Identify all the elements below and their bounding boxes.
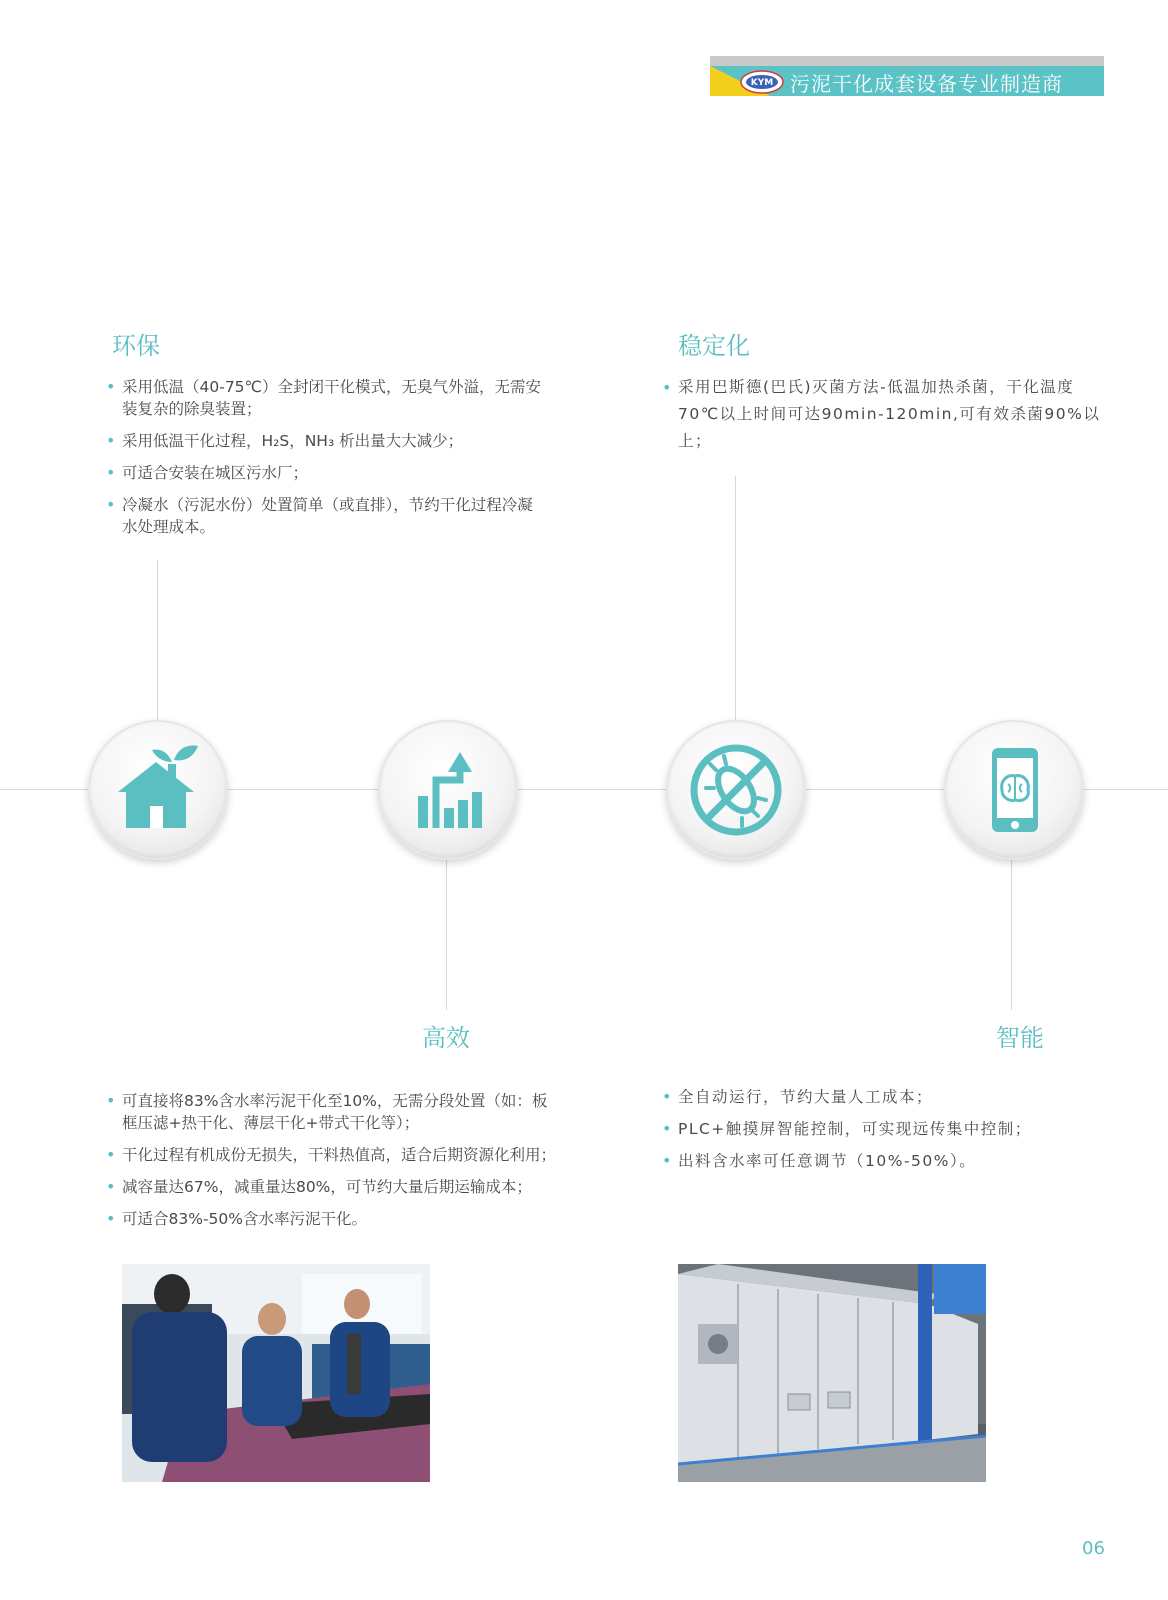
page-number: 06 (1082, 1538, 1105, 1559)
smart-bullet-3: • 出料含水率可任意调节（10%-50%）。 (662, 1150, 1112, 1172)
section-title-efficient: 高效 (422, 1024, 470, 1052)
section-title-stable: 稳定化 (678, 332, 750, 360)
efficient-bullet-4: • 可适合83%-50%含水率污泥干化。 (106, 1208, 556, 1230)
stable-icon-circle (666, 720, 806, 860)
header-banner (710, 56, 1104, 96)
section-title-smart: 智能 (996, 1024, 1044, 1052)
smart-bullet-2: • PLC+触摸屏智能控制，可实现远传集中控制； (662, 1118, 1112, 1140)
company-logo-icon (740, 70, 784, 94)
env-bullet-list (106, 376, 546, 548)
stable-bullet-1: • 采用巴斯德(巴氏)灭菌方法-低温加热杀菌，干化温度70℃以上时间可达90min-120min,可有效杀菌90%以上； (662, 374, 1102, 455)
connector-line-efficient (446, 860, 447, 1010)
banner-grey-strip (710, 56, 1104, 66)
efficient-bullet-1: • 可直接将83%含水率污泥干化至10%，无需分段处置（如：板框压滤+热干化、薄层干化+带式干化等）； (106, 1090, 556, 1134)
efficient-bullet-2: • 干化过程有机成份无损失，干料热值高，适合后期资源化利用； (106, 1144, 556, 1166)
env-bullet-3: • 可适合安装在城区污水厂； (106, 462, 546, 484)
smart-bullet-1: • 全自动运行，节约大量人工成本； (662, 1086, 1112, 1108)
env-bullet-1: • 采用低温（40-75℃）全封闭干化模式，无臭气外溢，无需安装复杂的除臭装置； (106, 376, 546, 420)
eco-house-icon (108, 740, 208, 840)
smart-icon-circle (944, 720, 1084, 860)
efficient-bullet-list (106, 1090, 556, 1240)
stable-bullet-list (662, 374, 1102, 465)
banner-slogan: 污泥干化成套设备专业制造商 (790, 72, 1063, 96)
workers-photo (122, 1264, 430, 1482)
env-bullet-2: • 采用低温干化过程，H₂S，NH₃ 析出量大大减少； (106, 430, 546, 452)
connector-line-env (157, 560, 158, 720)
efficient-icon-circle (378, 720, 518, 860)
connector-line-stable (735, 476, 736, 720)
connector-line-smart (1011, 860, 1012, 1010)
dryer-equipment-photo (678, 1264, 986, 1482)
smart-bullet-list (662, 1086, 1112, 1182)
env-bullet-4: • 冷凝水（污泥水份）处置简单（或直排），节约干化过程冷凝水处理成本。 (106, 494, 546, 538)
section-title-env: 环保 (112, 332, 160, 360)
no-bacteria-icon (686, 740, 786, 840)
logo-text: KYM (750, 78, 774, 88)
growth-chart-icon (398, 740, 498, 840)
env-icon-circle (88, 720, 228, 860)
smartphone-brain-icon (964, 740, 1064, 840)
efficient-bullet-3: • 减容量达67%，减重量达80%，可节约大量后期运输成本； (106, 1176, 556, 1198)
